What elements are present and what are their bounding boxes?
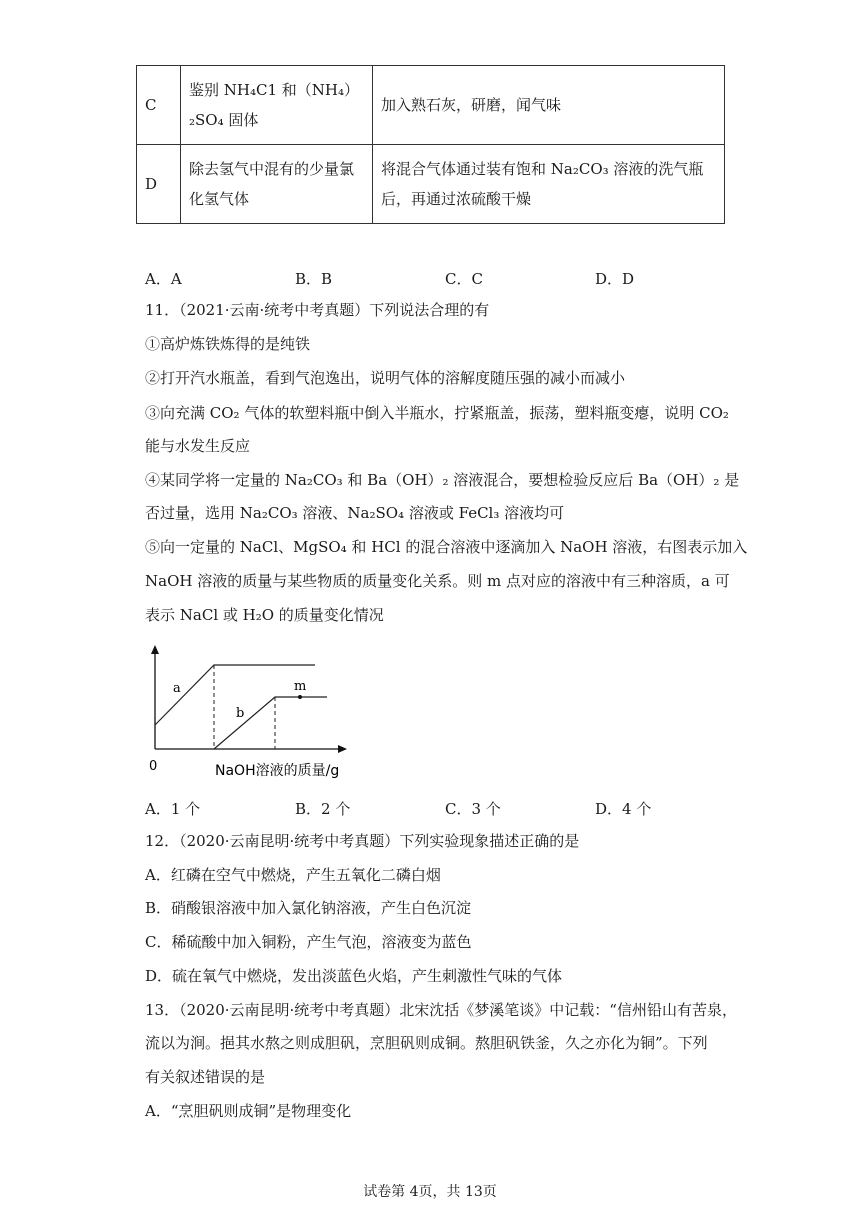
q11-line: ②打开汽水瓶盖，看到气泡逸出，说明气体的溶解度随压强的减小而减小 bbox=[145, 369, 626, 387]
choice-a: A．1 个 bbox=[145, 800, 201, 818]
q11-line: ①高炉炼铁炼得的是纯铁 bbox=[145, 335, 311, 353]
q11-stem: 11．（2021·云南·统考中考真题）下列说法合理的有 bbox=[145, 301, 490, 319]
label-m: m bbox=[294, 679, 307, 694]
choice-b: B．2 个 bbox=[295, 800, 351, 818]
table-row bbox=[137, 66, 725, 145]
q11-line: NaOH 溶液的质量与某些物质的质量变化关系。则 m 点对应的溶液中有三种溶质，a 可 bbox=[145, 572, 730, 590]
q11-line: 能与水发生反应 bbox=[145, 437, 251, 455]
x-axis-label: NaOH溶液的质量/g bbox=[215, 763, 340, 779]
label-a: a bbox=[173, 681, 181, 696]
curve-b bbox=[214, 697, 327, 749]
q11-choices bbox=[145, 798, 651, 819]
origin-label: 0 bbox=[149, 759, 158, 774]
row-method: 加入熟石灰，研磨，闻气味 bbox=[373, 66, 725, 145]
q12-stem: 12．（2020·云南昆明·统考中考真题）下列实验现象描述正确的是 bbox=[145, 832, 580, 850]
q11-line: ⑤向一定量的 NaCl、MgSO₄ 和 HCl 的混合溶液中逐滴加入 NaOH 溶液，右图表示加入 bbox=[145, 538, 748, 556]
point-m bbox=[298, 695, 302, 699]
choice-d: D．D bbox=[595, 270, 635, 288]
choice-c: C．C bbox=[445, 270, 483, 288]
q13-line: 流以为涧。挹其水熬之则成胆矾，烹胆矾则成铜。熬胆矾铁釜，久之亦化为铜”。下列 bbox=[145, 1034, 708, 1052]
choice-a: A．A bbox=[145, 270, 182, 288]
q12-option: D．硫在氧气中燃烧，发出淡蓝色火焰，产生刺激性气味的气体 bbox=[145, 967, 563, 985]
row-purpose: 鉴别 NH₄C1 和（NH₄）₂SO₄ 固体 bbox=[181, 66, 373, 145]
q11-line: ④某同学将一定量的 Na₂CO₃ 和 Ba（OH）₂ 溶液混合，要想检验反应后 Ba（OH）₂ 是 bbox=[145, 471, 740, 489]
q13-line: 13．（2020·云南昆明·统考中考真题）北宋沈括《梦溪笔谈》中记载：“信州铅山有苦泉， bbox=[145, 1001, 737, 1019]
q12-option: B．硝酸银溶液中加入氯化钠溶液，产生白色沉淀 bbox=[145, 899, 472, 917]
x-axis-arrow bbox=[338, 745, 347, 753]
table-row bbox=[137, 145, 725, 224]
y-axis-arrow bbox=[151, 645, 159, 654]
q13-line: 有关叙述错误的是 bbox=[145, 1068, 266, 1086]
choice-d: D．4 个 bbox=[595, 800, 652, 818]
row-letter: C bbox=[137, 66, 181, 145]
q12-option: C．稀硫酸中加入铜粉，产生气泡，溶液变为蓝色 bbox=[145, 933, 472, 951]
choice-b: B．B bbox=[295, 270, 333, 288]
row-letter: D bbox=[137, 145, 181, 224]
q10-choices bbox=[145, 268, 634, 289]
q12-option: A．红磷在空气中燃烧，产生五氧化二磷白烟 bbox=[145, 866, 441, 884]
q11-line: ③向充满 CO₂ 气体的软塑料瓶中倒入半瓶水，拧紧瓶盖，振荡，塑料瓶变瘪，说明 CO₂ bbox=[145, 404, 729, 422]
label-b: b bbox=[236, 706, 245, 721]
page-footer: 试卷第 4页，共 13页 bbox=[363, 1184, 497, 1200]
row-method: 将混合气体通过装有饱和 Na₂CO₃ 溶液的洗气瓶后，再通过浓硫酸干燥 bbox=[373, 145, 725, 224]
mass-change-graph bbox=[145, 645, 365, 780]
q11-line: 表示 NaCl 或 H₂O 的质量变化情况 bbox=[145, 606, 384, 624]
choice-c: C．3 个 bbox=[445, 800, 501, 818]
options-table bbox=[136, 65, 725, 224]
row-purpose: 除去氢气中混有的少量氯化氢气体 bbox=[181, 145, 373, 224]
q13-option: A．“烹胆矾则成铜”是物理变化 bbox=[145, 1102, 352, 1120]
q11-line: 否过量，选用 Na₂CO₃ 溶液、Na₂SO₄ 溶液或 FeCl₃ 溶液均可 bbox=[145, 504, 565, 522]
